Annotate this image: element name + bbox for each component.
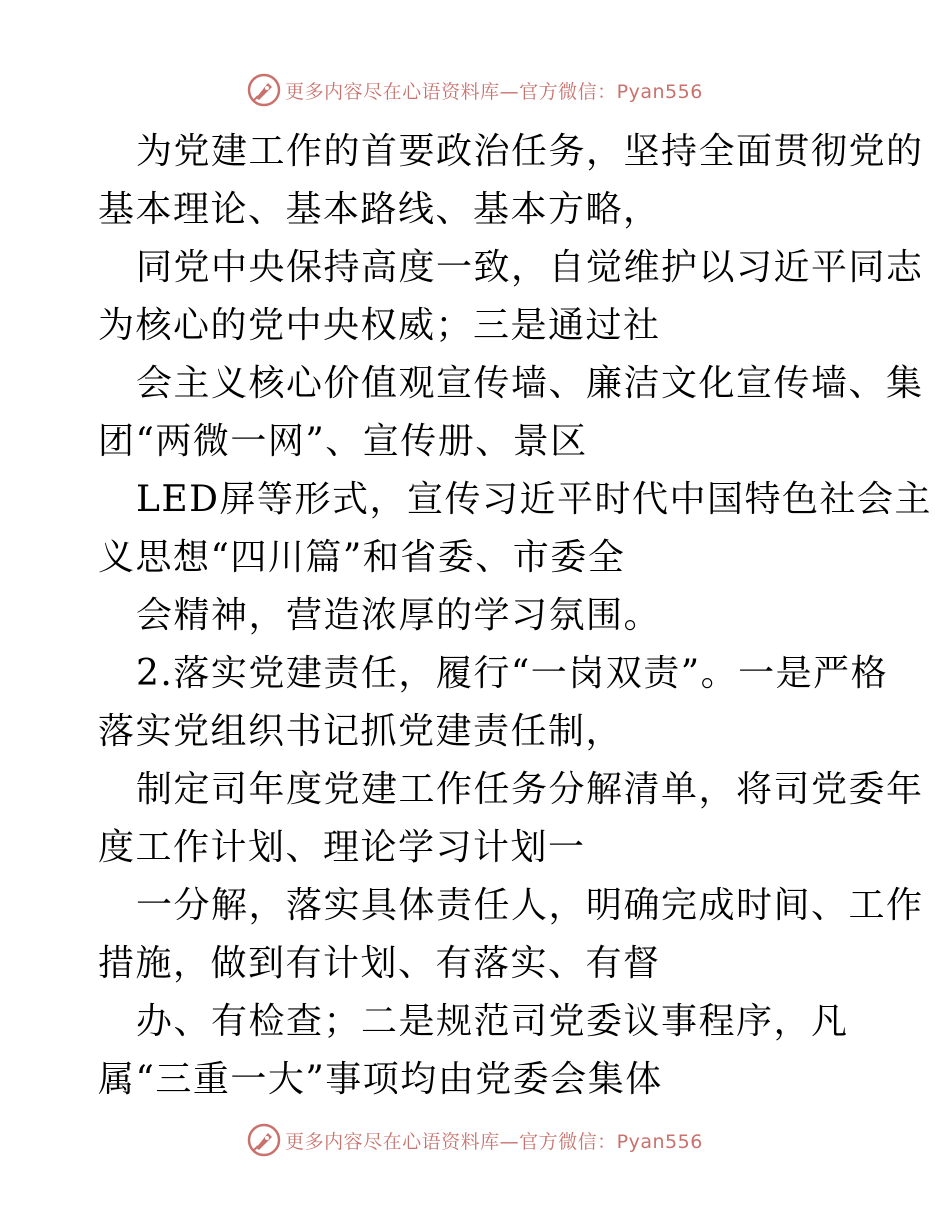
watermark-text: 更多内容尽在心语资料库—官方微信：Pyan556 <box>285 80 703 103</box>
text-line: 为党建工作的首要政治任务，坚持全面贯彻党的 <box>136 131 924 172</box>
pen-nib-logo-icon <box>247 1123 281 1157</box>
text-line: 落实党组织书记抓党建责任制， <box>98 711 624 752</box>
watermark-text: 更多内容尽在心语资料库—官方微信：Pyan556 <box>285 1130 703 1153</box>
text-line: 属“三重一大”事项均由党委会集体 <box>98 1059 663 1100</box>
pen-nib-logo-icon <box>247 73 281 107</box>
text-line: 会主义核心价值观宣传墙、廉洁文化宣传墙、集 <box>136 363 924 404</box>
header-watermark-banner <box>0 70 950 110</box>
text-line: 团“两微一网”、宣传册、景区 <box>98 421 588 462</box>
text-line: 2.落实党建责任，履行“一岗双责”。一是严格 <box>136 653 889 694</box>
footer-watermark-banner <box>0 1120 950 1160</box>
text-line: 会精神，营造浓厚的学习氛围。 <box>136 595 662 636</box>
text-line: 为核心的党中央权威；三是通过社 <box>98 305 661 346</box>
text-line: 义思想“四川篇”和省委、市委全 <box>98 537 626 578</box>
text-line: 基本理论、基本路线、基本方略， <box>98 189 661 230</box>
text-line: 制定司年度党建工作任务分解清单，将司党委年 <box>136 769 924 810</box>
text-line: 措施，做到有计划、有落实、有督 <box>98 943 661 984</box>
text-line: LED屏等形式，宣传习近平时代中国特色社会主 <box>136 479 933 520</box>
text-line: 办、有检查；二是规范司党委议事程序，凡 <box>136 1001 849 1042</box>
text-line: 度工作计划、理论学习计划一 <box>98 827 586 868</box>
text-line: 同党中央保持高度一致，自觉维护以习近平同志 <box>136 247 924 288</box>
text-line: 一分解，落实具体责任人，明确完成时间、工作 <box>136 885 924 926</box>
